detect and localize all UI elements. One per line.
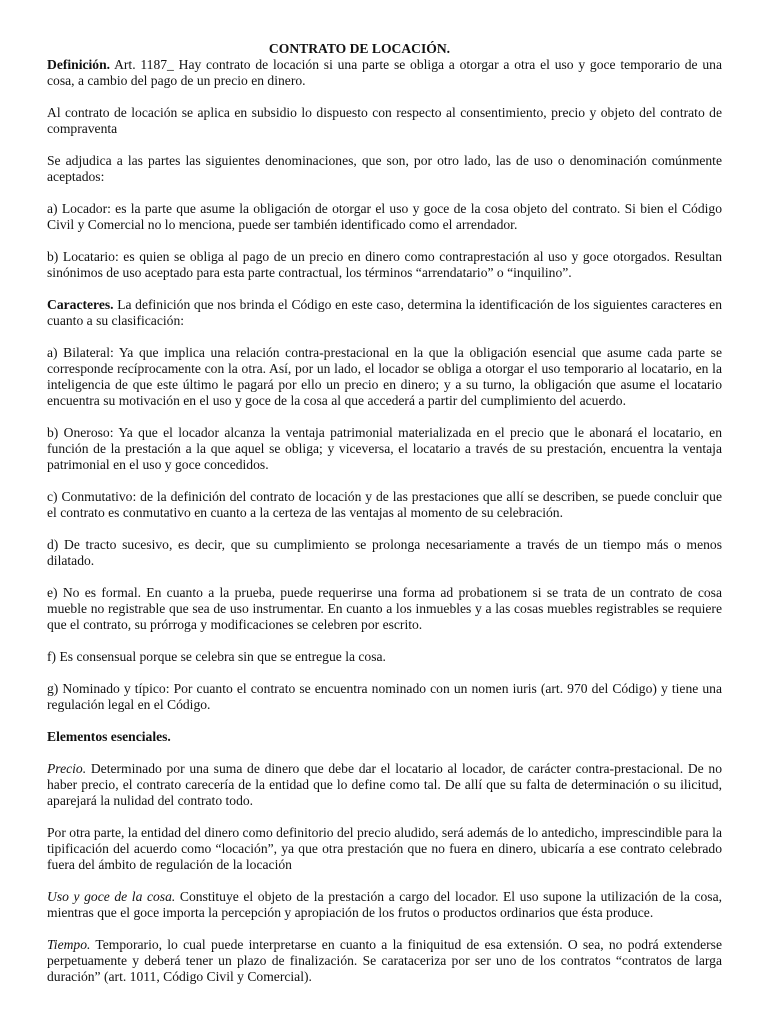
paragraph-subsidio: Al contrato de locación se aplica en subsidio lo dispuesto con respecto al consentimiento, precio y objeto del contrato de compraventa [47, 105, 722, 136]
label-uso-goce: Uso y goce de la cosa. [47, 889, 176, 904]
paragraph-conmutativo: c) Conmutativo: de la definición del contrato de locación y de las prestaciones que allí se describen, se puede concluir que el contrato es conmutativo en cuanto a la certeza de las ventajas al momento de su celebración. [47, 489, 722, 520]
tiempo-text: Temporario, lo cual puede interpretarse en cuanto a la finiquitud de esa extensión. O sea, no podrá extenderse perpetuamente y deberá tener un plazo de finalización. Se carataceriza por ser uno de los contratos “contratos de larga duración” (art. 1011, Código Civil y Comercial). [47, 937, 722, 984]
paragraph-consensual: f) Es consensual porque se celebra sin que se entregue la cosa. [47, 649, 386, 664]
document-title [0, 41, 722, 57]
heading-elementos: Elementos esenciales. [47, 729, 171, 744]
paragraph-elementos-heading [47, 729, 722, 745]
paragraph-dinero: Por otra parte, la entidad del dinero como definitorio del precio aludido, será además de lo antedicho, imprescindible para la tipificación del acuerdo como “locación”, ya que otra prestación que no fuera en dinero, ubicaría a ese contrato celebrado fuera del ámbito de regulación de la locación [47, 825, 722, 872]
paragraph-no-formal: e) No es formal. En cuanto a la prueba, puede requerirse una forma ad probationem si se trata de un contrato de cosa mueble no registrable que sea de uso instrumentar. En cuanto a los inmuebles y a las cosas muebles registrables se requiere que el contrato, su prórroga y modificaciones se celebren por escrito. [47, 585, 722, 632]
paragraph-locador: a) Locador: es la parte que asume la obligación de otorgar el uso y goce de la cosa objeto del contrato. Si bien el Código Civil y Comercial no lo menciona, puede ser también identificado como el arrendador. [47, 201, 722, 232]
label-precio: Precio. [47, 761, 87, 776]
paragraph-tiempo [47, 937, 722, 985]
caracteres-text: La definición que nos brinda el Código en este caso, determina la identificación de los siguientes caracteres en cuanto a su clasificación: [47, 297, 722, 328]
definicion-text: Art. 1187_ Hay contrato de locación si una parte se obliga a otorgar a otra el uso y goce temporario de una cosa, a cambio del pago de un precio en dinero. [47, 57, 722, 88]
precio-text: Determinado por una suma de dinero que debe dar el locatario al locador, de carácter contra-prestacional. De no haber precio, el contrato carecería de la entidad que lo define como tal. De allí que su falta de determinación o su ilicitud, aparejará la nulidad del contrato todo. [47, 761, 722, 808]
uso-goce-text: Constituye el objeto de la prestación a cargo del locador. El uso supone la utilización de la cosa, mientras que el goce importa la percepción y apropiación de los frutos o productos ordinarios que ésta produce. [47, 889, 723, 920]
heading-caracteres: Caracteres. [47, 297, 114, 312]
paragraph-locatario: b) Locatario: es quien se obliga al pago de un precio en dinero como contraprestación al uso y goce otorgados. Resultan sinónimos de uso aceptado para esta parte contractual, los términos “arrendatario” o “inquilino”. [47, 249, 722, 280]
paragraph-uso-goce [47, 889, 722, 921]
paragraph-denominaciones: Se adjudica a las partes las siguientes denominaciones, que son, por otro lado, las de uso o denominación comúnmente aceptados: [47, 153, 722, 184]
paragraph-precio [47, 761, 722, 809]
paragraph-oneroso: b) Oneroso: Ya que el locador alcanza la ventaja patrimonial materializada en el precio que le abonará el locatario, en función de la prestación a la que aquel se obliga; y viceversa, el locatario a través de su prestación, encuentra la ventaja patrimonial en el uso y goce concedidos. [47, 425, 722, 472]
paragraph-bilateral: a) Bilateral: Ya que implica una relación contra-prestacional en la que la obligación esencial que asume cada parte se corresponde recíprocamente con la otra. Así, por un lado, el locador se obliga a otorgar el uso temporario al locatario, en la inteligencia de que este último le pagará por ello un precio en dinero; y a su turno, la obligación que asume el locatario encuentra su motivación en el uso y goce de la cosa al que accederá a partir del cumplimiento del acuerdo. [47, 345, 722, 408]
paragraph-definicion [47, 57, 722, 89]
document-title-text: CONTRATO DE LOCACIÓN. [268, 41, 451, 56]
paragraph-caracteres [47, 297, 722, 329]
label-tiempo: Tiempo. [47, 937, 91, 952]
paragraph-tracto-sucesivo: d) De tracto sucesivo, es decir, que su cumplimiento se prolonga necesariamente a través de un tiempo más o menos dilatado. [47, 537, 722, 568]
heading-definicion: Definición. [47, 57, 111, 72]
paragraph-nominado: g) Nominado y típico: Por cuanto el contrato se encuentra nominado con un nomen iuris (art. 970 del Código) y tiene una regulación legal en el Código. [47, 681, 722, 712]
